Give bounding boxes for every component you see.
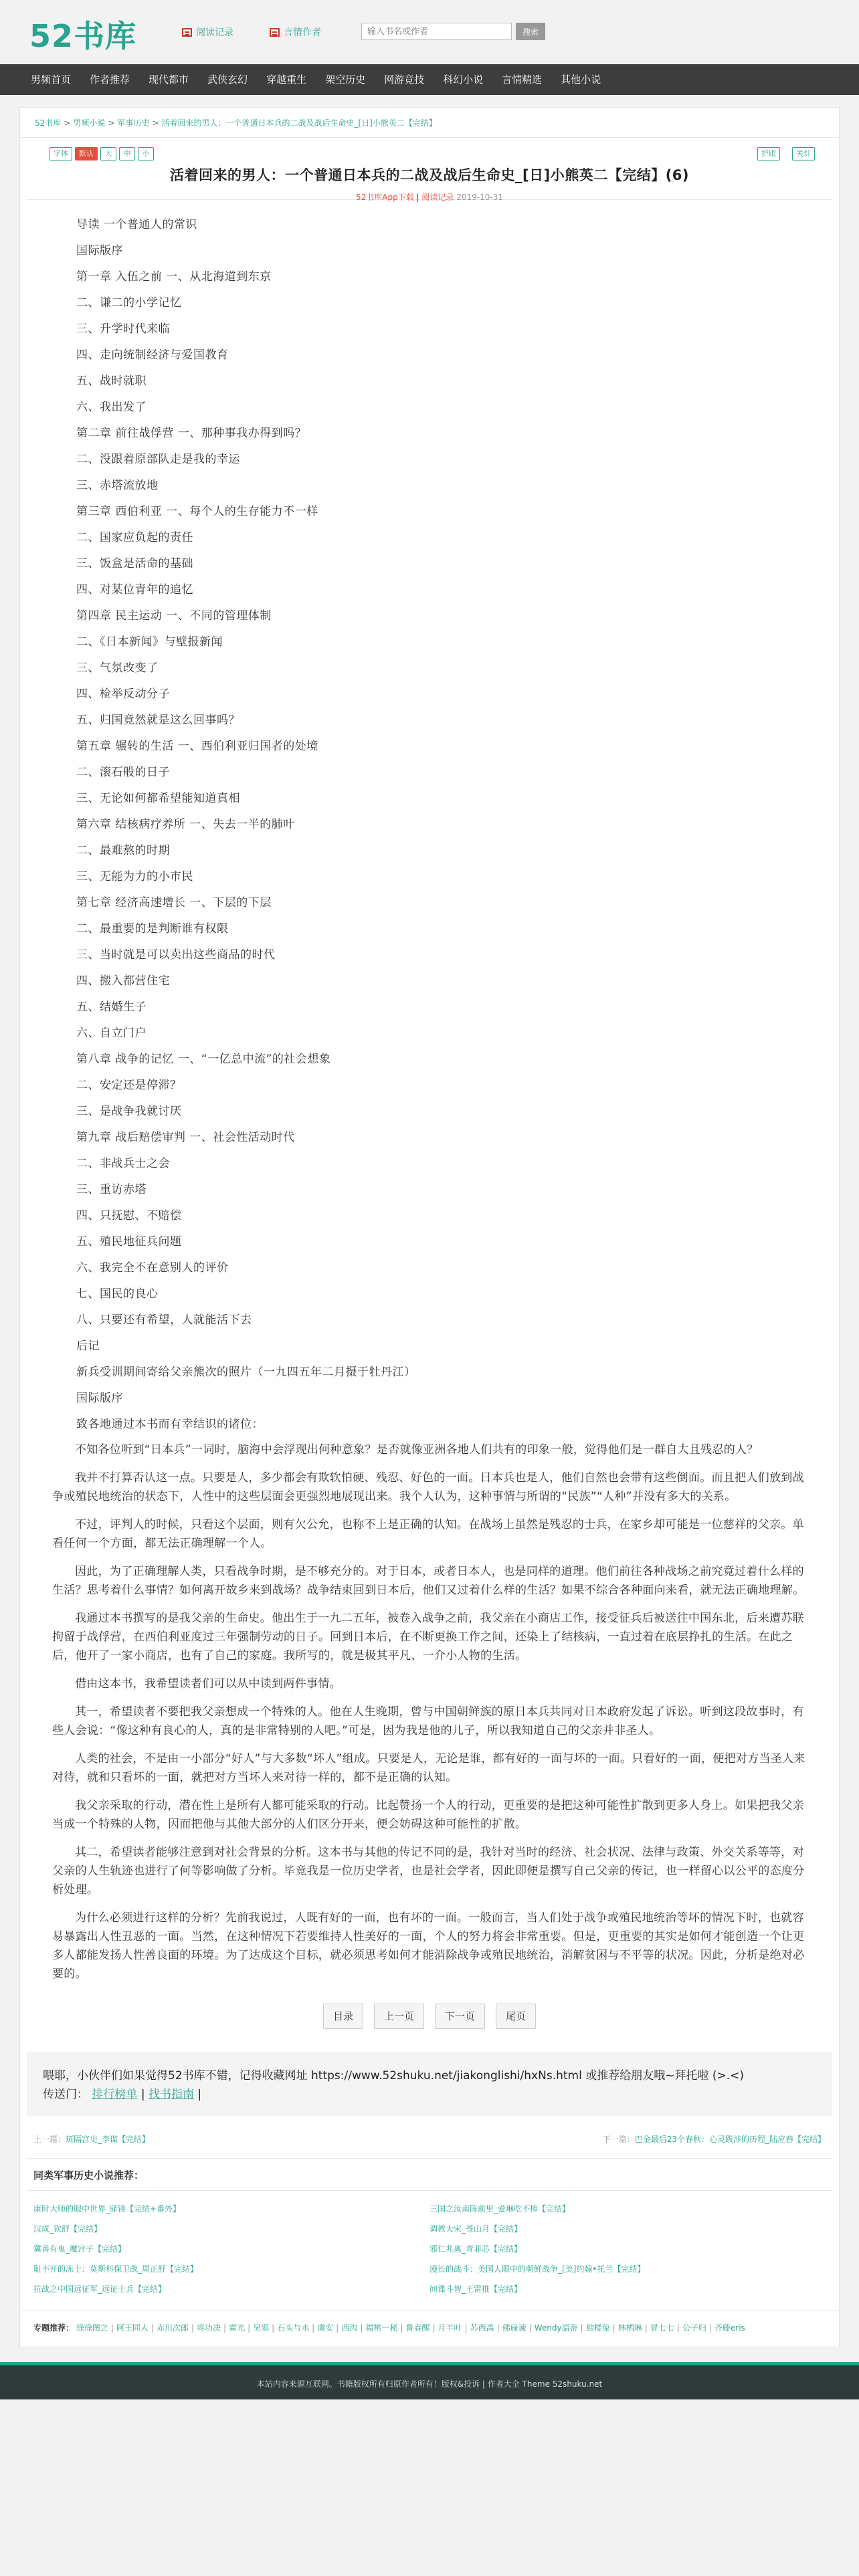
site-logo[interactable]: 52书库 bbox=[29, 18, 137, 54]
topic-separator: | bbox=[248, 2323, 251, 2333]
topic-separator: | bbox=[360, 2323, 363, 2333]
paragraph: 为什么必须进行这样的分析？先前我说过，人既有好的一面，也有坏的一面。一般而言，当人们处于战争或殖民地统治等坏的情况下时，也就容易暴露出人性丑恶的一面。当然，在这种情况下若要维持人性美好的一面，个人的努力将会非常重要。但是，更重要的其实是如何才能创造一个让更多人都能发扬人性善良面的环境。为了达成这个目标，就必须思考如何才能消除战争或殖民地统治，消解贫困与不平等的状况。因此，分析是绝对必要的。 bbox=[52, 1911, 805, 1981]
medium-size-button[interactable]: 中 bbox=[119, 147, 135, 160]
topic-link[interactable]: 西沟 bbox=[341, 2323, 358, 2333]
table-of-contents bbox=[52, 212, 807, 1438]
topic-separator: | bbox=[529, 2323, 532, 2333]
toc-line: 三、无论如何都希望能知道真相 bbox=[76, 792, 240, 805]
pagination bbox=[52, 2004, 807, 2029]
breadcrumb-separator: > bbox=[108, 118, 115, 128]
recommend-item[interactable]: 冀善有鬼_魔宫子【完结】 bbox=[33, 2244, 126, 2254]
toc-line: 五、殖民地征兵问题 bbox=[76, 1235, 182, 1249]
breadcrumb-link[interactable]: 男频小说 bbox=[73, 118, 106, 128]
transfer-row bbox=[43, 2085, 816, 2104]
nav-item[interactable]: 作者推荐 bbox=[90, 74, 130, 86]
topic-separator: | bbox=[676, 2323, 680, 2333]
toc-line: 六、我完全不在意别人的评价 bbox=[76, 1261, 229, 1275]
list-icon bbox=[182, 28, 192, 37]
nav-item[interactable]: 现代都市 bbox=[149, 74, 189, 86]
meta-separator: | bbox=[416, 193, 422, 202]
topic-link[interactable]: 齐藤eris bbox=[714, 2323, 745, 2333]
paragraph: 借由这本书，我希望读者们可以从中读到两件事情。 bbox=[75, 1677, 341, 1691]
topic-link[interactable]: 徐徐图之 bbox=[76, 2323, 108, 2333]
search-bar bbox=[361, 23, 545, 40]
topic-link[interactable]: 冒七七 bbox=[650, 2323, 674, 2333]
toc-line: 六、我出发了 bbox=[76, 401, 147, 414]
topic-links bbox=[20, 2310, 839, 2347]
toc-line: 五、结婚生子 bbox=[76, 1000, 147, 1014]
topic-link[interactable]: 霍光 bbox=[229, 2323, 246, 2333]
article-content bbox=[20, 200, 839, 2029]
font-button[interactable]: 字体 bbox=[50, 147, 72, 160]
recommend-item[interactable]: 汉成_钦舒【完结】 bbox=[33, 2224, 102, 2234]
toc-line: 新兵受训期间寄给父亲熊次的照片（一九四五年二月摄于牡丹江） bbox=[76, 1366, 416, 1379]
recommend-item[interactable]: 耻不开的冻士：莫斯科保卫战_周正舒【完结】 bbox=[33, 2264, 199, 2274]
toc-line: 三、是战争我就讨厌 bbox=[76, 1105, 182, 1118]
topic-separator: | bbox=[312, 2323, 315, 2333]
paragraph: 因此，为了正确理解人类，只看战争时期，是不够充分的。对于日本，或者日本人，也是同样的道理。他们前往各种战场之前究竟过着什么样的生活？思考着什么事情？如何离开故乡来到战场？战争结束回到日本后，他们又过着什么样的生活？如果不综合各种面向来看，就无法正确地理解。 bbox=[52, 1565, 805, 1597]
toc-line: 五、战时就职 bbox=[76, 374, 147, 388]
small-size-button[interactable]: 小 bbox=[138, 147, 154, 160]
toc-line: 三、无能为力的小市民 bbox=[76, 870, 193, 883]
toc-line: 国际版序 bbox=[76, 244, 123, 257]
toc-line: 二、《日本新闻》与壁报新闻 bbox=[76, 635, 223, 649]
footer: 本站内容来源互联网。书籍版权所有归原作者所有！版权&投诉 | 作者大全 Theme 52shuku.net bbox=[0, 2362, 859, 2399]
search-input[interactable] bbox=[361, 23, 512, 40]
topic-link[interactable]: 鲁春醒 bbox=[405, 2323, 430, 2333]
reading-record-label: 阅读记录 bbox=[196, 27, 233, 38]
toc-line: 后记 bbox=[76, 1339, 100, 1353]
recommend-heading: 同类军事历史小说推荐： bbox=[33, 2169, 145, 2181]
bookmark-hint bbox=[27, 2052, 832, 2116]
toc-line: 三、当时就是可以卖出这些商品的时代 bbox=[76, 948, 276, 962]
toc-line: 第四章 民主运动 一、不同的管理体制 bbox=[76, 609, 272, 623]
toc-button[interactable]: 目录 bbox=[323, 2004, 363, 2029]
breadcrumb-separator: > bbox=[152, 118, 159, 128]
toc-line: 国际版序 bbox=[76, 1392, 123, 1405]
prev-article bbox=[33, 2133, 150, 2145]
nav-item[interactable]: 科幻小说 bbox=[443, 74, 484, 86]
topic-separator: | bbox=[272, 2323, 275, 2333]
breadcrumb bbox=[20, 108, 839, 129]
toc-line: 第七章 经济高速增长 一、下层的下层 bbox=[76, 896, 272, 909]
toc-line: 二、滚石般的日子 bbox=[76, 766, 170, 779]
author-list-label: 言情作者 bbox=[284, 27, 321, 38]
font-tools bbox=[50, 147, 154, 160]
topic-separator: | bbox=[151, 2323, 154, 2333]
article-meta bbox=[20, 191, 839, 203]
topic-link[interactable]: 福桃一秘 bbox=[365, 2323, 398, 2333]
author-list-link[interactable] bbox=[270, 25, 321, 39]
topic-separator: | bbox=[580, 2323, 583, 2333]
topic-link[interactable]: Wendy温蒂 bbox=[534, 2323, 578, 2333]
topic-separator: | bbox=[223, 2323, 227, 2333]
next-page-button[interactable]: 下一页 bbox=[435, 2004, 485, 2029]
topic-separator: | bbox=[464, 2323, 468, 2333]
paragraph: 我通过本书撰写的是我父亲的生命史。他出生于一九二五年，被卷入战争之前，我父亲在小商店工作，接受征兵后被送往中国东北，后来遭苏联拘留于战俘营，在西伯利亚度过三年强制劳动的日子。回到日本后，在不断更换工作之间，还染上了结核病，一直过着在底层挣扎的生活。在此之后，他开了一家小商店，也有了自己的家庭。我所写的，就是极其平凡、一介小人物的生活。 bbox=[52, 1612, 804, 1662]
toc-line: 八、只要还有希望，人就能活下去 bbox=[76, 1313, 252, 1327]
toc-line: 二、最重要的是判断谁有权限 bbox=[76, 922, 229, 936]
toc-line: 四、走向统制经济与爱国教育 bbox=[76, 348, 229, 362]
toc-line: 第五章 辗转的生活 一、西伯利亚归国者的处境 bbox=[76, 740, 318, 753]
default-size-button[interactable]: 默认 bbox=[75, 147, 98, 160]
topic-separator: | bbox=[496, 2323, 500, 2333]
toc-line: 四、检举反动分子 bbox=[76, 687, 170, 701]
toc-line: 第八章 战争的记忆 一、“一亿总中流”的社会想象 bbox=[76, 1053, 331, 1066]
topic-separator: | bbox=[432, 2323, 436, 2333]
toc-line: 三、重访赤塔 bbox=[76, 1183, 147, 1196]
toc-line: 二、安定还是停滞？ bbox=[76, 1079, 182, 1092]
recommend-item[interactable]: 邪仁兆离_青菲芯【完结】 bbox=[430, 2244, 522, 2254]
search-button[interactable]: 搜索 bbox=[516, 23, 545, 40]
recommend-list bbox=[20, 2191, 839, 2310]
main-container bbox=[19, 107, 840, 2347]
topic-link[interactable]: 独楼兔 bbox=[585, 2323, 610, 2333]
paragraph: 其二，希望读者能够注意到对社会背景的分析。这本书与其他的传记不同的是，我针对当时的经济、社会状况、法律与政策、外交关系等等，对父亲的人生轨迹也进行了何等影响做了分析。毕竟我是一位历史学者，也是社会学者，因此即便是撰写自己父亲的传记，也一样留心以公平的态度分析处理。 bbox=[52, 1846, 805, 1897]
paragraph: 我父亲采取的行动，潜在性上是所有人都可能采取的行动。比起赞扬一个人的行动，更重要的是把这种可能性扩散到更多人身上。如果把我父亲当成一个特殊的人物，因而把他与其他大部分的人们区分开来，便会妨碍这种可能性的扩散。 bbox=[52, 1799, 804, 1831]
breadcrumb-current[interactable]: 活着回来的男人：一个普通日本兵的二战及战后生命史_[日]小熊英二【完结】 bbox=[161, 118, 437, 128]
toc-line: 第二章 前往战俘营 一、那种事我办得到吗？ bbox=[76, 427, 307, 440]
topic-link[interactable]: 公子归 bbox=[682, 2323, 706, 2333]
topic-link[interactable]: 石头与水 bbox=[277, 2323, 310, 2333]
paragraph: 不过，评判人的时候，只看这个层面，则有欠公允，也称不上是正确的认知。在战场上虽然是残忍的士兵，在家乡却可能是一位慈祥的父亲。单看任何一个方面，都无法正确理解一个人。 bbox=[52, 1518, 804, 1550]
paragraph: 其一，希望读者不要把我父亲想成一个特殊的人。他在人生晚期，曾与中国朝鲜族的原日本兵共同对日本政府发起了诉讼。听到这段故事时，有些人会说：“像这种有良心的人，真的是非常特别的人吧。”可是，因为我是他的儿子，所以我知道自己的父亲并非圣人。 bbox=[52, 1705, 804, 1737]
toc-line: 三、升学时代来临 bbox=[76, 322, 170, 336]
toc-line: 第六章 结核病疗养所 一、失去一半的肺叶 bbox=[76, 818, 295, 831]
topic-separator: | bbox=[708, 2323, 712, 2333]
article-body bbox=[52, 1440, 807, 1983]
next-article bbox=[603, 2133, 826, 2145]
last-page-button[interactable]: 尾页 bbox=[496, 2004, 536, 2029]
toc-line: 六、自立门户 bbox=[76, 1027, 147, 1040]
publish-date: 2019-10-31 bbox=[456, 193, 503, 202]
paragraph: 我并不打算否认这一点。只要是人，多少都会有欺软怕硬、残忍、好色的一面。日本兵也是人，他们自然也会带有这些倒面。而且把人们放到战争或殖民地统治的状态下，人性中的这些层面会更强烈地展现出来。我个人认为，这种事情与所谓的“民族”“人种”并没有多大的关系。 bbox=[52, 1471, 804, 1503]
next-label: 下一篇： bbox=[602, 2135, 635, 2144]
large-size-button[interactable]: 大 bbox=[100, 147, 116, 160]
lights-off-button[interactable]: 关灯 bbox=[792, 147, 815, 160]
article-title: 活着回来的男人：一个普通日本兵的二战及战后生命史_[日]小熊英二【完结】(6) bbox=[170, 167, 689, 183]
toc-line: 四、搬入都营住宅 bbox=[76, 974, 170, 988]
toc-line: 二、谦二的小学记忆 bbox=[76, 296, 182, 310]
prev-label: 上一篇： bbox=[33, 2135, 66, 2144]
toc-line: 第一章 入伍之前 一、从北海道到东京 bbox=[76, 270, 272, 284]
toc-line: 二、没跟着原部队走是我的幸运 bbox=[76, 453, 240, 466]
topic-link[interactable]: 吴邪 bbox=[253, 2323, 270, 2333]
guide-link[interactable]: 找书指南 bbox=[148, 2088, 194, 2101]
toc-line: 七、国民的良心 bbox=[76, 1287, 159, 1301]
next-article-link[interactable]: 巴金最后23个春秋：心灵跋涉的历程_陆应春【完结】 bbox=[634, 2135, 826, 2144]
toc-line: 四、对某位青年的追忆 bbox=[76, 583, 193, 597]
topic-link[interactable]: 月半叶 bbox=[438, 2323, 462, 2333]
topic-link[interactable]: 阿王同人 bbox=[116, 2323, 149, 2333]
breadcrumb-link[interactable]: 军事历史 bbox=[117, 118, 150, 128]
recommend-item[interactable]: 间谍斗智_王雷推【完结】 bbox=[430, 2284, 522, 2294]
recommend-item[interactable]: 调教大宋_苍山月【完结】 bbox=[430, 2224, 522, 2234]
toc-line: 二、最难熬的时期 bbox=[76, 844, 170, 857]
nav-item[interactable]: 穿越重生 bbox=[266, 74, 307, 86]
toc-line: 第九章 战后赔偿审判 一、社会性活动时代 bbox=[76, 1131, 295, 1144]
link-separator: | bbox=[197, 2088, 202, 2101]
topic-link[interactable]: 将功决 bbox=[197, 2323, 221, 2333]
topic-separator: | bbox=[336, 2323, 339, 2333]
recommend-item[interactable]: 抗战之中国远征军_远征士兵【完结】 bbox=[33, 2284, 167, 2294]
top-links bbox=[182, 25, 321, 39]
topic-separator: | bbox=[191, 2323, 195, 2333]
topic-separator: | bbox=[110, 2323, 114, 2333]
ranking-link[interactable]: 排行榜单 bbox=[92, 2088, 138, 2101]
nav-item[interactable]: 架空历史 bbox=[325, 74, 366, 86]
toc-line: 第三章 西伯利亚 一、每个人的生存能力不一样 bbox=[76, 505, 318, 518]
topic-link[interactable]: 赤川次郎 bbox=[156, 2323, 189, 2333]
nav-item[interactable]: 男频首页 bbox=[31, 74, 72, 86]
recommend-item[interactable]: 康时大师的服中世界_驿锋【完结+番外】 bbox=[33, 2204, 181, 2214]
transfer-label: 传送门： bbox=[43, 2088, 88, 2101]
view-tools bbox=[757, 147, 815, 160]
topic-separator: | bbox=[400, 2323, 403, 2333]
paragraph: 不知各位听到“日本兵”一词时，脑海中会浮现出何种意象？是否就像亚洲各地人们共有的印象一般，觉得他们是一群自大且残忍的人？ bbox=[75, 1443, 759, 1457]
topic-link[interactable]: 虞安 bbox=[317, 2323, 334, 2333]
toc-line: 三、气氛改变了 bbox=[76, 661, 159, 675]
topic-label: 专题推荐： bbox=[33, 2323, 74, 2333]
prev-article-link[interactable]: 斑隔宫史_李谋【完结】 bbox=[66, 2135, 151, 2144]
toc-line: 三、赤塔流放地 bbox=[76, 479, 159, 492]
recommend-item[interactable]: 漫长的战斗：美国人眼中的朝鲜战争_[美]约翰•托兰【完结】 bbox=[430, 2264, 646, 2274]
top-header bbox=[0, 0, 859, 64]
reading-record-link[interactable] bbox=[182, 25, 233, 39]
topic-separator: | bbox=[612, 2323, 615, 2333]
toc-line: 五、归国竟然就是这么回事吗？ bbox=[76, 714, 240, 727]
list-icon bbox=[270, 28, 280, 37]
article-header bbox=[20, 138, 839, 202]
toc-line: 导读 一个普通人的常识 bbox=[76, 218, 197, 231]
nav-item[interactable]: 言情精选 bbox=[502, 74, 543, 86]
topic-separator: | bbox=[644, 2323, 648, 2333]
hint-text: 喂耶，小伙伴们如果觉得52书库不错，记得收藏网址 https://www.52shuku.net/jiakonglishi/hxNs.html 或推荐给朋友哦~拜托啦 (>.<) bbox=[43, 2069, 745, 2082]
toc-line: 三、饭盒是活命的基础 bbox=[76, 557, 193, 570]
prev-page-button[interactable]: 上一页 bbox=[374, 2004, 424, 2029]
toc-line: 四、只抚慰、不赔偿 bbox=[76, 1209, 182, 1222]
prev-next-articles bbox=[20, 2116, 839, 2145]
breadcrumb-separator: > bbox=[64, 118, 71, 128]
topic-link[interactable]: 林栖琳 bbox=[617, 2323, 642, 2333]
recommend-item[interactable]: 三国之汝南阵前里_爱琳吃不棒【完结】 bbox=[430, 2204, 571, 2214]
reading-record-meta-link[interactable]: 阅读记录 bbox=[421, 193, 454, 202]
nav-item[interactable]: 其他小说 bbox=[561, 74, 601, 86]
app-download-link[interactable]: 52书库App下载 bbox=[356, 193, 414, 202]
nav-item[interactable]: 武侠玄幻 bbox=[207, 74, 248, 86]
eye-care-button[interactable]: 护眼 bbox=[757, 147, 780, 160]
nav-item[interactable]: 网游竞技 bbox=[384, 74, 425, 86]
paragraph: 人类的社会，不是由一小部分“好人”与大多数“坏人”组成。只要是人，无论是谁，都有好的一面与坏的一面。只看好的一面，便把对方当圣人来对待，就和只看坏的一面，就把对方当坏人来对待一样的，都不是正确的认知。 bbox=[52, 1752, 805, 1784]
link-separator: | bbox=[140, 2088, 149, 2101]
topic-link[interactable]: 佛扁谏 bbox=[502, 2323, 527, 2333]
topic-link[interactable]: 苏西禹 bbox=[470, 2323, 494, 2333]
toc-line: 二、国家应负起的责任 bbox=[76, 531, 193, 544]
breadcrumb-link[interactable]: 52书库 bbox=[35, 118, 62, 128]
toc-line: 二、非战兵士之会 bbox=[76, 1157, 170, 1170]
toc-line: 致各地通过本书而有幸结识的诸位： bbox=[76, 1418, 264, 1431]
main-nav bbox=[0, 64, 859, 95]
